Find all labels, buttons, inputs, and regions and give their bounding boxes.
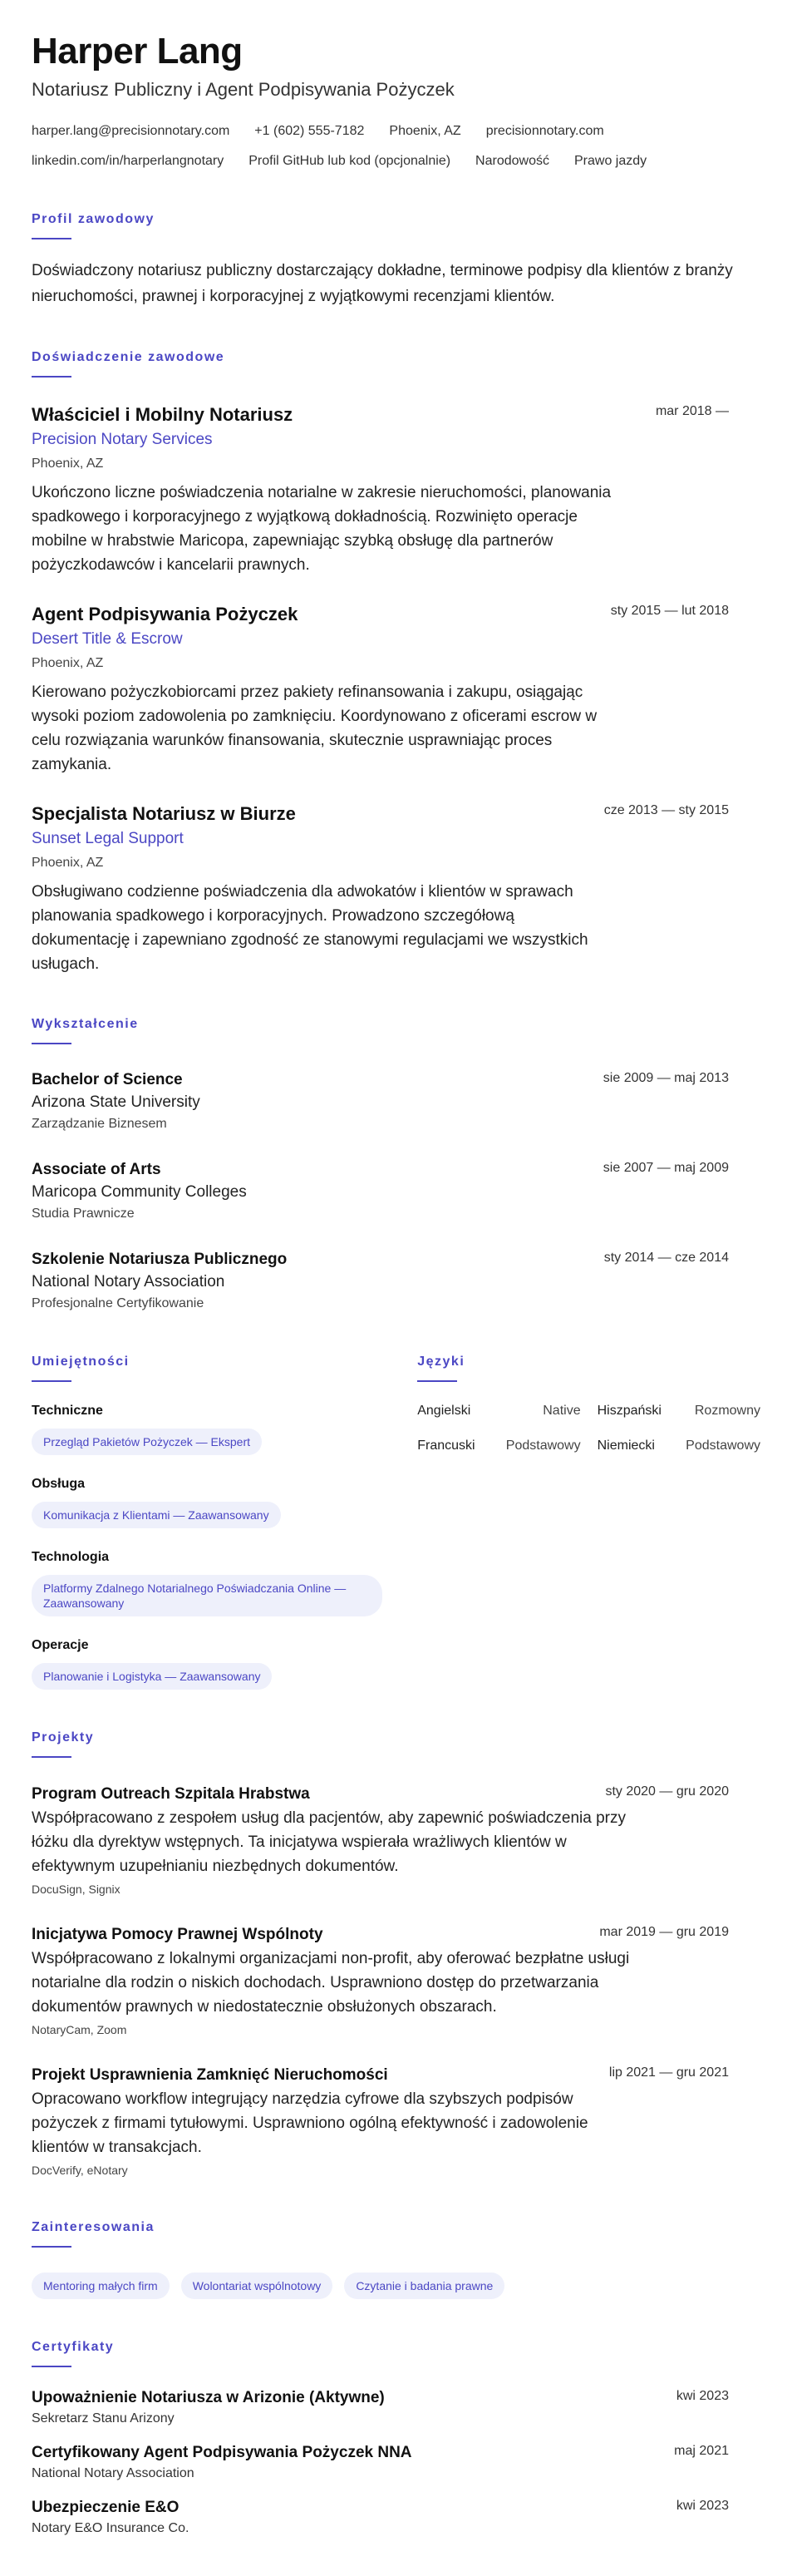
contact-nationality: Narodowość: [475, 154, 549, 168]
project-entry: [32, 1783, 760, 1898]
certificate-title: Ubezpieczenie E&O: [32, 2499, 180, 2516]
education-entry: [32, 1069, 760, 1134]
summary-section: [32, 211, 760, 309]
section-title: Projekty: [32, 1730, 95, 1744]
entry-dates: sty 2014 — cze 2014: [603, 1251, 729, 1265]
skills-section: [32, 1354, 401, 1690]
entry-school: Maricopa Community Colleges: [32, 1183, 247, 1201]
entry-dates: sty 2015 — lut 2018: [610, 604, 729, 618]
skill-pill: Komunikacja z Klientami — Zaawansowany: [32, 1502, 281, 1528]
section-divider: [417, 1380, 457, 1382]
entry-dates: lip 2021 — gru 2021: [608, 2065, 729, 2080]
section-divider: [32, 1756, 71, 1758]
certificate-issuer: Notary E&O Insurance Co.: [32, 2521, 189, 2535]
skill-category: Obsługa: [32, 1477, 86, 1491]
project-title: Inicjatywa Pomocy Prawnej Wspólnoty: [32, 1926, 323, 1943]
contact-location: Phoenix, AZ: [389, 124, 461, 138]
entry-location: Phoenix, AZ: [32, 456, 104, 471]
entry-description: Kierowano pożyczkobiorcami przez pakiety refinansowania i zakupu, osiągając wysoki poziom zadowolenia po zamknięciu. Koordynowano z oficerami escrow w celu rozwiązania warunków finansowania, skutecznie usprawniając proces zamykania.: [32, 683, 598, 773]
language-name: Niemiecki: [597, 1439, 655, 1453]
language-item: [417, 1437, 580, 1455]
skill-pill: Platformy Zdalnego Notarialnego Poświadczania Online — Zaawansowany: [32, 1575, 382, 1616]
summary-text: Doświadczony notariusz publiczny dostarczający dokładne, terminowe podpisy dla klientów z branży nieruchomości, prawnej i korporacyjnej z wyjątkowymi recenzjami klientów.: [32, 262, 733, 305]
section-divider: [32, 1043, 71, 1044]
section-divider: [32, 2246, 71, 2248]
skill-group: [32, 1548, 401, 1616]
section-title: Języki: [417, 1355, 465, 1369]
entry-dates: sie 2009 — maj 2013: [603, 1071, 729, 1085]
education-entry: [32, 1159, 760, 1224]
entry-location: Phoenix, AZ: [32, 856, 104, 870]
entry-company: Precision Notary Services: [32, 431, 213, 448]
skill-category: Techniczne: [32, 1404, 103, 1418]
language-item: [598, 1402, 760, 1420]
person-name: Harper Lang: [32, 31, 243, 72]
entry-dates: cze 2013 — sty 2015: [603, 803, 729, 817]
contact-email[interactable]: harper.lang@precisionnotary.com: [32, 124, 230, 138]
entry-field: Profesjonalne Certyfikowanie: [32, 1296, 204, 1310]
entry-field: Studia Prawnicze: [32, 1207, 135, 1221]
section-divider: [32, 2366, 71, 2367]
entry-description: Obsługiwano codzienne poświadczenia dla adwokatów i klientów w sprawach planowania spadkowego i korporacyjnych. Prowadzono szczegółową dokumentację i zapewniano zgodność ze stanowymi regulacjami we wszystkich usługach.: [32, 883, 588, 973]
education-section: [32, 1016, 760, 1314]
certificate-entry: [32, 2442, 760, 2484]
entry-degree: Szkolenie Notariusza Publicznego: [32, 1251, 288, 1268]
section-title: Certyfikaty: [32, 2340, 115, 2354]
entry-degree: Associate of Arts: [32, 1161, 161, 1178]
language-level: Native: [543, 1404, 581, 1418]
skill-group: [32, 1402, 401, 1455]
language-list: [417, 1402, 760, 1455]
project-tools: NotaryCam, Zoom: [32, 2023, 127, 2036]
entry-title: Specjalista Notariusz w Biurze: [32, 803, 296, 824]
language-name: Francuski: [417, 1439, 475, 1453]
entry-title: Właściciel i Mobilny Notariusz: [32, 404, 293, 425]
project-description: Współpracowano z lokalnymi organizacjami non-profit, aby oferować bezpłatne usługi notarialne dla rodzin o niskich dochodach. Usprawniono dostęp do przetwarzania dokumentów prawnych w niedostatecznie obsłużonych obszarach.: [32, 1950, 630, 2016]
certificate-title: Upoważnienie Notariusza w Arizonie (Aktywne): [32, 2389, 385, 2406]
projects-section: [32, 1730, 760, 2179]
entry-company: Desert Title & Escrow: [32, 630, 183, 648]
skill-pill: Przegląd Pakietów Pożyczek — Ekspert: [32, 1429, 262, 1455]
entry-dates: sie 2007 — maj 2009: [603, 1161, 729, 1175]
project-tools: DocVerify, eNotary: [32, 2164, 128, 2177]
certificate-entry: [32, 2497, 760, 2539]
section-divider: [32, 376, 71, 378]
project-title: Program Outreach Szpitala Hrabstwa: [32, 1785, 310, 1803]
entry-school: Arizona State University: [32, 1093, 200, 1111]
language-level: Podstawowy: [505, 1439, 581, 1453]
contact-driving-license: Prawo jazdy: [573, 154, 647, 168]
entry-school: National Notary Association: [32, 1273, 225, 1290]
interest-pill: Wolontariat wspólnotowy: [181, 2273, 333, 2299]
entry-dates: mar 2018 —: [655, 404, 729, 418]
entry-degree: Bachelor of Science: [32, 1071, 183, 1088]
certificate-issuer: National Notary Association: [32, 2466, 194, 2480]
contact-list: [32, 121, 746, 171]
language-name: Hiszpański: [597, 1404, 662, 1418]
contact-github[interactable]: Profil GitHub lub kod (opcjonalnie): [248, 154, 451, 168]
contact-linkedin[interactable]: linkedin.com/in/harperlangnotary: [32, 154, 224, 168]
languages-section: [417, 1354, 760, 1690]
section-title: Umiejętności: [32, 1355, 130, 1369]
project-description: Współpracowano z zespołem usług dla pacjentów, aby zapewnić poświadczenia przy łóżku dla dyrektyw wstępnych. Ta inicjatywa wspierała wrażliwych klientów w efektywnym uzupełnianiu niezbędnych dokumentów.: [32, 1809, 626, 1875]
project-title: Projekt Usprawnienia Zamknięć Nieruchomości: [32, 2066, 388, 2084]
contact-phone[interactable]: +1 (602) 555-7182: [254, 124, 365, 138]
entry-title: Agent Podpisywania Pożyczek: [32, 604, 298, 624]
experience-entry: [32, 602, 760, 777]
language-level: Podstawowy: [686, 1439, 760, 1453]
project-entry: [32, 2064, 760, 2179]
skill-pill: Planowanie i Logistyka — Zaawansowany: [32, 1663, 272, 1690]
certificate-entry: [32, 2387, 760, 2429]
entry-company: Sunset Legal Support: [32, 830, 184, 847]
entry-dates: kwi 2023: [676, 2499, 729, 2513]
section-divider: [32, 238, 71, 239]
entry-dates: sty 2020 — gru 2020: [605, 1784, 729, 1799]
interests-section: [32, 2219, 760, 2299]
skill-category: Operacje: [32, 1638, 89, 1652]
skill-category: Technologia: [32, 1550, 110, 1564]
language-level: Rozmowny: [694, 1404, 760, 1418]
section-title: Wykształcenie: [32, 1017, 139, 1031]
contact-website[interactable]: precisionnotary.com: [485, 124, 604, 138]
education-entry: [32, 1249, 760, 1314]
project-description: Opracowano workflow integrujący narzędzia cyfrowe dla szybszych podpisów pożyczek z firmami tytułowymi. Usprawniono ogólną efektywność i zadowolenie klientów w transakcjach.: [32, 2090, 588, 2156]
section-title: Doświadczenie zawodowe: [32, 350, 225, 364]
certificate-issuer: Sekretarz Stanu Arizony: [32, 2411, 175, 2425]
entry-field: Zarządzanie Biznesem: [32, 1117, 167, 1131]
skill-group: [32, 1636, 401, 1690]
certificates-section: [32, 2339, 760, 2539]
interest-pill: Czytanie i badania prawne: [344, 2273, 504, 2299]
section-title: Zainteresowania: [32, 2220, 155, 2234]
language-item: [598, 1437, 760, 1455]
skill-group: [32, 1475, 401, 1528]
language-name: Angielski: [417, 1404, 471, 1418]
job-title: Notariusz Publiczny i Agent Podpisywania Pożyczek: [32, 79, 455, 100]
entry-dates: mar 2019 — gru 2019: [599, 1925, 729, 1939]
entry-location: Phoenix, AZ: [32, 656, 104, 670]
entry-description: Ukończono liczne poświadczenia notarialne w zakresie nieruchomości, planowania spadkowego i korporacyjnego z wyjątkową dokładnością. Rozwinięto operacje mobilne w hrabstwie Maricopa, zapewniając szybką obsługę dla partnerów pożyczkodawców i kancelarii prawnych.: [32, 484, 612, 574]
section-divider: [32, 1380, 71, 1382]
experience-entry: [32, 402, 760, 577]
interest-pill: Mentoring małych firm: [32, 2273, 170, 2299]
experience-entry: [32, 802, 760, 976]
project-tools: DocuSign, Signix: [32, 1883, 121, 1896]
entry-dates: maj 2021: [674, 2444, 729, 2458]
entry-dates: kwi 2023: [676, 2389, 729, 2403]
interest-list: [32, 2264, 760, 2299]
project-entry: [32, 1923, 760, 2039]
experience-section: [32, 349, 760, 976]
skills-languages-row: [32, 1354, 760, 1690]
certificate-title: Certyfikowany Agent Podpisywania Pożyczek NNA: [32, 2444, 412, 2461]
section-title: Profil zawodowy: [32, 212, 155, 226]
language-item: [417, 1402, 580, 1420]
